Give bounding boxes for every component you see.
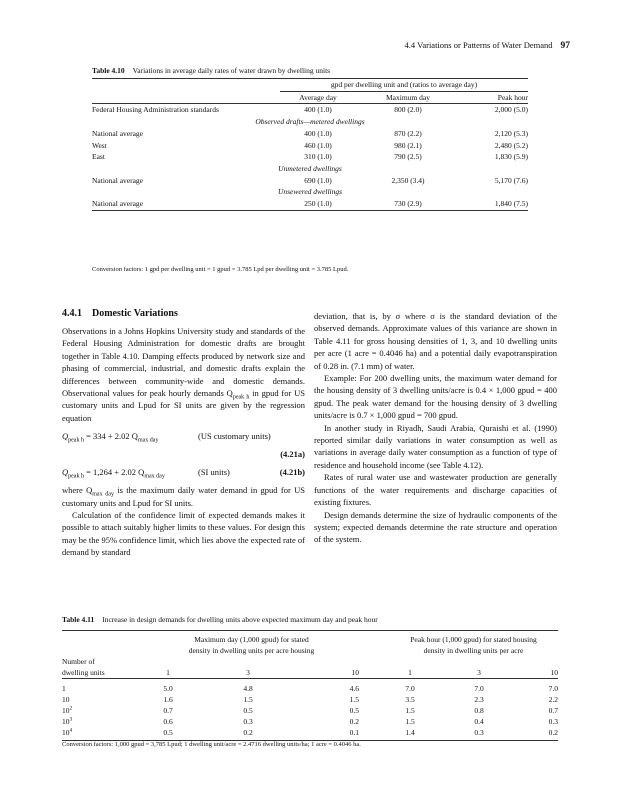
- table-row: [92, 175, 528, 187]
- equation-number: (4.21a): [280, 449, 305, 460]
- table-cell: 2,350 (3.4): [391, 175, 425, 185]
- group-header: gpd per dwelling unit and (ratios to average day): [280, 79, 528, 92]
- table-cell: 0.8: [474, 706, 484, 715]
- table-cell: 5.0: [163, 684, 173, 693]
- table-row: [62, 679, 558, 695]
- column-header: Maximum day: [356, 91, 460, 104]
- table-cell: 0.2: [527, 727, 558, 741]
- table-4-10-label: Table 4.10: [92, 66, 125, 75]
- table-row: [92, 79, 528, 92]
- equation-4-21a: [62, 430, 305, 448]
- row-label: National average: [92, 128, 144, 138]
- table-cell: 5,170 (7.6): [494, 175, 528, 185]
- subscript: max day: [144, 473, 165, 480]
- table-cell: 0.3: [548, 717, 558, 726]
- table-cell: 7.0: [474, 684, 484, 693]
- table-cell: 4.8: [243, 684, 253, 693]
- paragraph: In another study in Riyadh, Saudi Arabia, Quraishi et al. (1990) reported similar daily variations in water consumption as well as variations in average daily water consumption as a function of type of residence and household income (see Table 4.12).: [314, 422, 557, 470]
- table-cell: 0.3: [431, 727, 527, 741]
- group-header: density in dwelling units per acre housing: [188, 645, 315, 655]
- row-label: 1: [62, 684, 66, 693]
- table-cell: 1.4: [389, 727, 431, 741]
- table-cell: 690 (1.0): [304, 175, 332, 185]
- table-4-11-caption: [62, 615, 378, 624]
- text-run: is the maximum daily water demand in gpud for US customary units and Lpud for SI units.: [62, 485, 305, 508]
- column-header: Peak hour: [460, 91, 528, 104]
- column-header: 3: [192, 667, 304, 679]
- table-cell: 1.5: [349, 695, 359, 704]
- table-cell: 1,830 (5.9): [494, 152, 528, 162]
- row-label: $10^2$: [62, 705, 73, 715]
- table-cell: 3.5: [405, 695, 415, 704]
- column-header: 10: [527, 667, 558, 679]
- table-row: [62, 694, 558, 705]
- group-header-row: [62, 631, 558, 646]
- column-header-row: [62, 667, 558, 679]
- table-4-10-caption-text: Variations in average daily rates of water drawn by dwelling units: [132, 66, 331, 75]
- paragraph: Design demands determine the size of hydraulic components of the system; expected demands determine the rate structure and operation of the system.: [314, 509, 557, 545]
- table-cell: 1.5: [405, 717, 415, 726]
- left-column: [62, 325, 305, 559]
- equation-symbol: Q: [62, 467, 69, 478]
- table-cell: 1.5: [243, 695, 253, 704]
- table-cell: 310 (1.0): [304, 152, 332, 162]
- table-cell: 0.2: [192, 727, 304, 741]
- row-label: Federal Housing Administration standards: [92, 105, 219, 115]
- page-number: 97: [560, 41, 570, 51]
- table-cell: 980 (2.1): [394, 140, 422, 150]
- row-header-line: [62, 656, 558, 667]
- subscript: peak h: [68, 473, 84, 480]
- section-label: Unsewered dwellings: [277, 187, 343, 197]
- subscript: peak h: [232, 394, 250, 401]
- column-header-row: [92, 91, 528, 104]
- group-header: Maximum day (1,000 gpud) for stated: [144, 631, 359, 646]
- equation-number-row: [62, 448, 305, 466]
- row-label: 10: [62, 695, 70, 704]
- table-cell: 2,120 (5.3): [494, 128, 528, 138]
- column-header: Average day: [280, 91, 356, 104]
- column-header: 1: [389, 667, 431, 679]
- table-cell: 0.5: [243, 706, 253, 715]
- table-cell: 250 (1.0): [280, 198, 356, 210]
- table-cell: 0.5: [144, 727, 192, 741]
- table-cell: 0.3: [243, 717, 253, 726]
- section-row: [92, 163, 528, 175]
- table-cell: 1.5: [405, 706, 415, 715]
- row-label: $10^4$: [62, 727, 144, 741]
- superscript: 3: [69, 716, 73, 723]
- table-cell: 0.4: [474, 717, 484, 726]
- subscript: max day: [92, 491, 114, 498]
- table-4-11-footnote: Conversion factors: 1,000 gpud = 3,785 Lpud; 1 dwelling unit/acre = 2.4716 dwelling units/ha; 1 acre = 0.4046 ha.: [62, 741, 361, 748]
- table-cell: 790 (2.5): [394, 152, 422, 162]
- paragraph: [62, 325, 305, 424]
- equation-text: = 334 + 2.02 Q: [83, 431, 138, 442]
- table-4-11: [62, 630, 558, 741]
- subscript: max day: [137, 437, 159, 444]
- table-cell: 2.3: [474, 695, 484, 704]
- paragraph: Calculation of the confidence limit of expected demands makes it possible to attach suitably higher limits to these values. For design this may be the 95% confidence limit, which lies above the expected rate of demand by standard: [62, 510, 305, 558]
- paragraph: Example: For 200 dwelling units, the maximum water demand for the housing density of 3 dwelling units/acre is 0.4 × 1,000 gpud = 400 gpud. The peak water demand for the housing density of 3 dwelling units/acre is 0.7 × 1,000 gpud = 700 gpud.: [314, 373, 557, 421]
- row-label: National average: [92, 175, 144, 185]
- paragraph: deviation, that is, by σ where σ is the standard deviation of the observed demands. Approximate values of this variance are shown in Table 4.11 for gross housing densities of 1, 3, and 10 dwelling units per acre (1 acre = 0.4046 ha) and a potential daily evapotranspiration of 0.28 in. (7.1 mm) of water.: [314, 311, 557, 371]
- row-label: West: [92, 140, 107, 150]
- group-header: density in dwelling units per acre: [423, 645, 524, 655]
- table-cell: 2,000 (5.0): [494, 105, 528, 115]
- table-cell: 0.6: [163, 717, 173, 726]
- running-header: [370, 40, 570, 51]
- superscript: 2: [69, 705, 73, 712]
- table-cell: 0.2: [349, 717, 359, 726]
- table-4-10-caption: [92, 66, 330, 75]
- section-heading: [62, 308, 178, 319]
- column-header: 1: [144, 667, 192, 679]
- paragraph: Rates of rural water use and wastewater production are generally functions of the water requirements and discharge capacities of existing fixtures.: [314, 472, 557, 508]
- row-label: $10^3$: [62, 716, 73, 726]
- section-number: 4.4.1: [62, 308, 82, 319]
- group-header: Peak hour (1,000 gpud) for stated housing: [389, 631, 558, 646]
- table-cell: 7.0: [548, 684, 558, 693]
- row-header: Number of: [62, 657, 95, 666]
- equation-symbol: Q: [62, 431, 69, 442]
- table-cell: 0.1: [304, 727, 359, 741]
- table-cell: 1,840 (7.5): [460, 198, 528, 210]
- table-cell: 1.6: [163, 695, 173, 704]
- section-label: Unmetered dwellings: [278, 163, 342, 173]
- table-row: [92, 140, 528, 152]
- table-cell: 460 (1.0): [304, 140, 332, 150]
- table-cell: 800 (2.0): [394, 105, 422, 115]
- table-4-10: [92, 78, 528, 211]
- table-row: [62, 727, 558, 741]
- table-row: [92, 198, 528, 210]
- table-4-11-label: Table 4.11: [62, 615, 95, 624]
- subscript: peak h: [68, 437, 84, 444]
- table-cell: 0.7: [163, 706, 173, 715]
- table-cell: 0.7: [548, 706, 558, 715]
- equation-condition: (US customary units): [198, 431, 271, 442]
- text-run: in gpud for US customary units and Lpud for SI units are given by the regression equation: [62, 388, 306, 423]
- table-4-10-footnote: Conversion factors: 1 gpd per dwelling unit = 1 gpud = 3.785 Lpd per dwelling unit = 3.785 Lpud.: [92, 266, 349, 273]
- equation-number: (4.21b): [279, 467, 305, 478]
- table-cell: 2,480 (5.2): [494, 140, 528, 150]
- group-header-row: [62, 645, 558, 656]
- column-header: 10: [304, 667, 359, 679]
- equation-text: = 1,264 + 2.02 Q: [83, 467, 145, 478]
- row-label: National average: [92, 198, 280, 210]
- table-cell: 870 (2.2): [394, 128, 422, 138]
- row-header: dwelling units: [62, 667, 144, 679]
- table-cell: 730 (2.9): [356, 198, 460, 210]
- row-label: East: [92, 152, 105, 162]
- table-cell: 400 (1.0): [304, 128, 332, 138]
- table-4-11-caption-text: Increase in design demands for dwelling units above expected maximum day and peak hour: [102, 615, 378, 624]
- column-header: 3: [431, 667, 527, 679]
- section-label: Observed drafts—metered dwellings: [255, 117, 365, 127]
- right-column: [314, 310, 557, 546]
- text-run: where Q: [62, 485, 93, 496]
- table-row: [62, 705, 558, 716]
- text-run: Observations in a Johns Hopkins University study and standards of the Federal Housing Administration for domestic drafts are brought together in Table 4.10. Damping effects produced by network size and phasing of commercial, industrial, and domestic drafts explain the differences between community-wide and domestic demands. Observational values for peak hourly demands Q: [62, 326, 305, 399]
- table-row: [62, 716, 558, 727]
- section-row: [92, 116, 528, 128]
- equation-condition: (SI units): [198, 467, 230, 478]
- equation-4-21b: [62, 466, 305, 484]
- table-cell: 0.5: [349, 706, 359, 715]
- table-cell: 2.2: [548, 695, 558, 704]
- table-row: [92, 128, 528, 140]
- table-cell: 7.0: [405, 684, 415, 693]
- table-row: [92, 104, 528, 116]
- table-row: [92, 151, 528, 163]
- superscript: 4: [69, 727, 73, 734]
- paragraph: [62, 484, 305, 509]
- section-row: [92, 186, 528, 198]
- table-cell: 4.6: [349, 684, 359, 693]
- running-title: 4.4 Variations or Patterns of Water Demand: [404, 40, 553, 50]
- table-cell: 400 (1.0): [304, 105, 332, 115]
- section-title: Domestic Variations: [92, 308, 178, 319]
